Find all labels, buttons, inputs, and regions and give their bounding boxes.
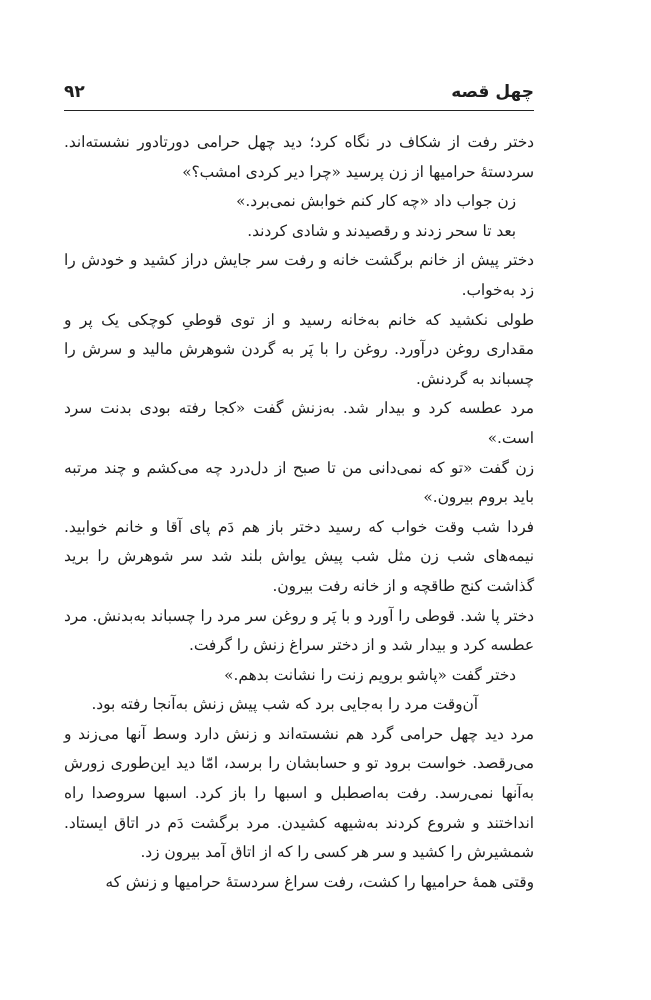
paragraph: دختر رفت از شکاف در نگاه کرد؛ دید چهل حرامی دورتادور نشسته‌اند. سردستهٔ حرامیها از زن پرسید «چرا دیر کردی امشب؟» (64, 133, 534, 181)
header-divider (64, 110, 534, 111)
paragraph: دختر پیش از خانم برگشت خانه و رفت سر جایش دراز کشید و خودش را زد به‌خواب. (64, 251, 534, 299)
paragraph: آن‌وقت مرد را به‌جایی برد که شب پیش زنش به‌آنجا رفته بود. (91, 695, 478, 714)
paragraph: وقتی همهٔ حرامیها را کشت، رفت سراغ سردستهٔ حرامیها و زنش که (105, 872, 534, 891)
paragraph: زن گفت «تو که نمی‌دانی من تا صبح از دل‌درد چه می‌کشم و چند مرتبه باید بروم بیرون.» (64, 458, 534, 507)
page-number: ۹۲ (64, 82, 85, 102)
paragraph: طولی نکشید که خانم به‌خانه رسید و از توی قوطیِ کوچکی یک پر و مقداری روغن درآورد. روغن را با پَر به گردن شوهرش مالید و سرش را چسباند به گردنش. (64, 310, 534, 388)
paragraph: مرد عطسه کرد و بیدار شد. به‌زنش گفت «کجا رفته بودی بدنت سرد است.» (64, 399, 534, 447)
paragraph: دختر گفت «پاشو برویم زنت را نشانت بدهم.» (224, 665, 516, 684)
page-header (64, 82, 534, 106)
paragraph: دختر پا شد. قوطی را آورد و با پَر و روغن سر مرد را چسباند به‌بدنش. مرد عطسه کرد و بیدار شد و از دختر سراغ زنش را گرفت. (64, 606, 534, 655)
paragraph: زن جواب داد «چه کار کنم خوابش نمی‌برد.» (236, 192, 516, 211)
running-title: چهل قصه (451, 82, 534, 102)
paragraph: بعد تا سحر زدند و رقصیدند و شادی کردند. (247, 221, 516, 240)
paragraph: فردا شب وقت خواب که رسید دختر باز هم دَم پای آقا و خانم خوابید. نیمه‌های شب زن مثل شب پیش یواش بلند شد سر شوهرش را برید گذاشت کنج طاقچه و از خانه رفت بیرون. (64, 517, 534, 595)
paragraph: مرد دید چهل حرامی گرد هم نشسته‌اند و زنش دارد وسط آنها می‌زند و می‌رقصد. خواست برود تو و حسابشان را برسد، امّا دید این‌طوری زورش به‌آنها نمی‌رسد. رفت به‌اصطبل و اسبها را باز کرد. اسبها سروصدا راه انداختند و شروع کردند به‌شیهه کشیدن. مرد برگشت دَم در اتاق ایستاد. شمشیرش را کشید و سر هر کسی را که از اتاق آمد بیرون زد. (64, 724, 534, 862)
story-text (64, 128, 534, 897)
